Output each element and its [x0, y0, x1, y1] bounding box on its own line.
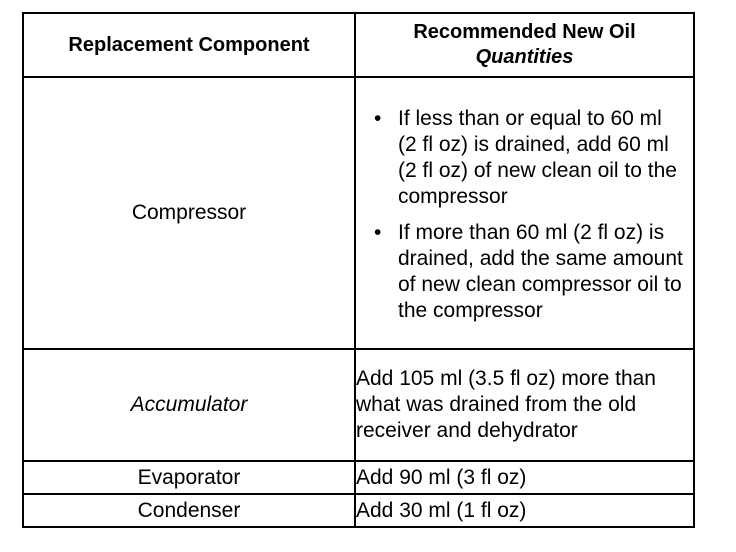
component-cell: Evaporator — [23, 461, 355, 494]
quantity-bullet-list — [356, 102, 693, 324]
table-row-compressor — [23, 77, 694, 349]
table-header-row — [23, 13, 694, 77]
list-item — [374, 220, 685, 324]
quantity-cell: Add 30 ml (1 fl oz) — [355, 494, 694, 527]
table-row-condenser — [23, 494, 694, 527]
bullet-text: If more than 60 ml (2 fl oz) is drained, add the same amount of new clean compressor oil to the compressor — [398, 221, 683, 322]
component-cell: Condenser — [23, 494, 355, 527]
oil-quantity-table — [22, 12, 695, 528]
bullet-text: If less than or equal to 60 ml (2 fl oz) is drained, add 60 ml (2 fl oz) of new clean oil to the compressor — [398, 107, 677, 208]
quantity-cell: Add 90 ml (3 fl oz) — [355, 461, 694, 494]
header-quantity-line1: Recommended New Oil — [413, 21, 636, 43]
header-quantity-line2: Quantities — [475, 46, 574, 68]
component-cell: Accumulator — [23, 349, 355, 461]
quantity-cell: Add 105 ml (3.5 fl oz) more than what was drained from the old receiver and dehydrator — [355, 349, 694, 461]
quantity-cell — [355, 77, 694, 349]
header-recommended-oil — [355, 13, 694, 77]
bullet-icon: • — [374, 107, 382, 130]
table-row-evaporator — [23, 461, 694, 494]
table-row-accumulator — [23, 349, 694, 461]
bullet-icon: • — [374, 221, 382, 244]
header-replacement-component: Replacement Component — [23, 13, 355, 77]
component-cell: Compressor — [23, 77, 355, 349]
list-item — [374, 106, 685, 210]
